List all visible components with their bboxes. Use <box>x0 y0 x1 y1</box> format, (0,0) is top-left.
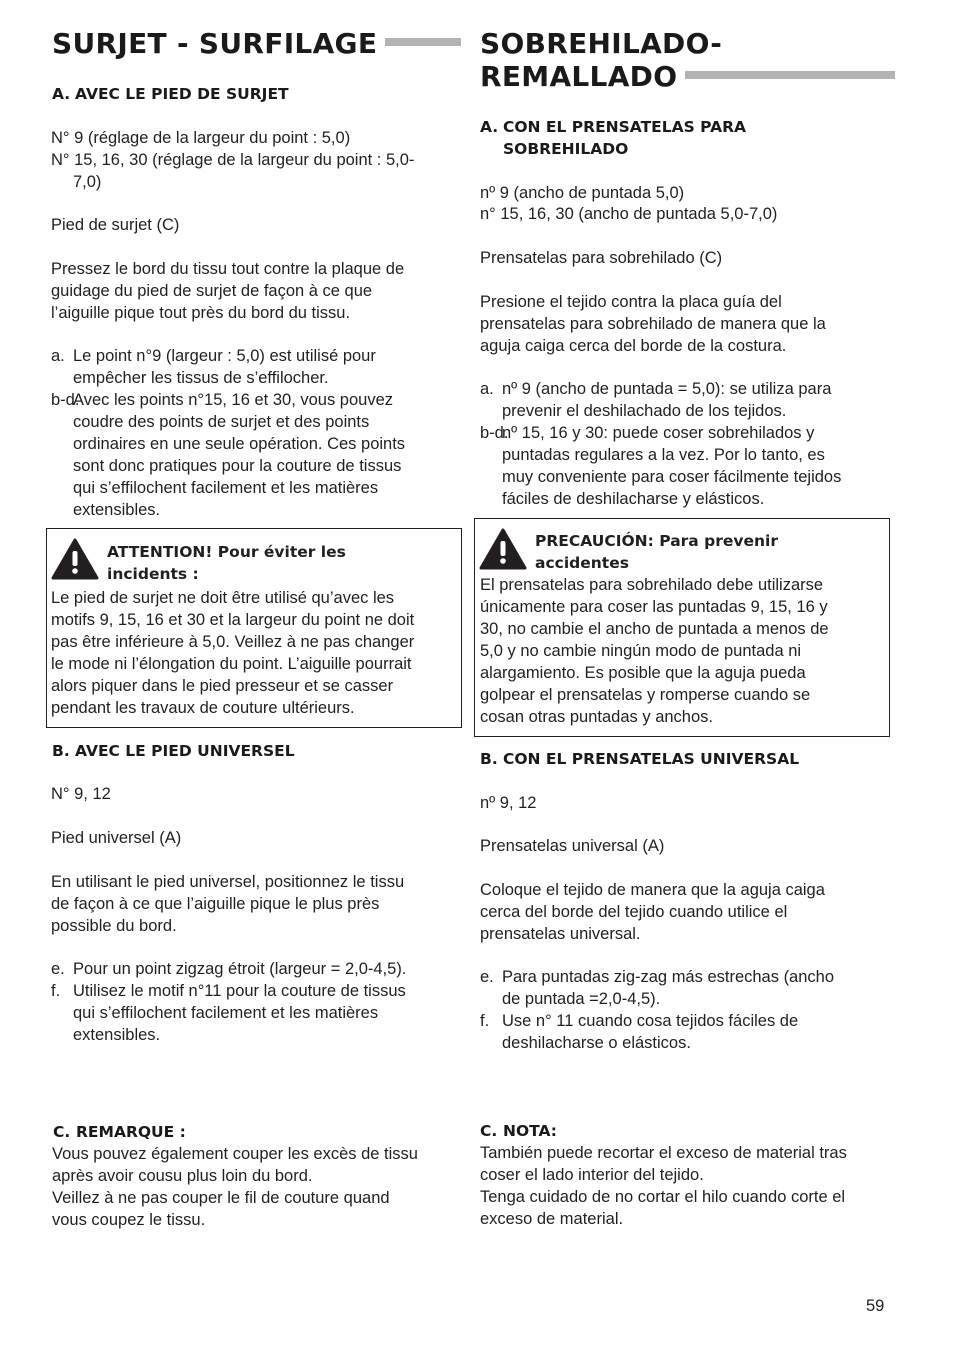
section-a-heading-es: A. CON EL PRENSATELAS PARA SOBREHILADO <box>480 118 747 158</box>
list-item: e. Para puntadas zig-zag más estrechas (ancho de puntada =2,0-4,5). <box>480 968 835 1008</box>
warning-box <box>46 528 462 728</box>
list-item: f. Utilisez le motif n°11 pour la couture de tissus qui s’effilochent facilement et les matières extensibles. <box>51 982 406 1044</box>
note-paragraph: Vous pouvez également couper les excès de tissu après avoir cousu plus loin du bord. Veillez à ne pas couper le fil de couture quand vous coupez le tissu. <box>52 1145 418 1229</box>
title-rule <box>385 38 461 46</box>
section-b-heading-fr: B. AVEC LE PIED UNIVERSEL <box>52 742 295 760</box>
page-title-fr: SURJET - SURFILAGE <box>52 27 461 60</box>
list-item: e. Pour un point zigzag étroit (largeur = 2,0-4,5). <box>51 960 407 978</box>
instruction-paragraph: Presione el tejido contra la placa guía del prensatelas para sobrehilado de manera que la aguja caiga cerca del borde de la costura. <box>480 293 826 355</box>
instruction-paragraph: Coloque el tejido de manera que la aguja caiga cerca del borde del tejido cuando utilice el prensatelas universal. <box>480 881 825 943</box>
page-title-es: REMALLADO <box>480 60 895 93</box>
warning-text: El prensatelas para sobrehilado debe utilizarse únicamente para coser las puntadas 9, 15, 16 y 30, no cambie el ancho de puntada a menos de 5,0 y no cambie ningún modo de puntada ni alargamiento. Es posible que la aguja pueda golpear el prensatelas y romperse cuando se cosan otras puntadas y anchos. <box>480 576 829 726</box>
stitch-numbers: N° 9, 12 <box>51 785 111 803</box>
list-item: a. nº 9 (ancho de puntada = 5,0): se utiliza para prevenir el deshilachado de los tejidos. <box>480 380 832 420</box>
section-c-heading-fr: C. REMARQUE : <box>53 1123 186 1141</box>
warning-heading: ATTENTION! Pour éviter les incidents : <box>107 543 346 583</box>
title-rule <box>685 71 895 79</box>
presser-foot-label: Prensatelas para sobrehilado (C) <box>480 249 723 267</box>
note-paragraph: También puede recortar el exceso de material tras coser el lado interior del tejido. Tenga cuidado de no cortar el hilo cuando corte el exceso de material. <box>480 1144 847 1228</box>
stitch-numbers: 7,0) <box>73 173 102 191</box>
warning-icon <box>51 537 99 581</box>
stitch-numbers: nº 9 (ancho de puntada 5,0) <box>480 184 685 202</box>
stitch-numbers: N° 15, 16, 30 (réglage de la largeur du point : 5,0- <box>51 151 415 169</box>
list-item: b-d. nº 15, 16 y 30: puede coser sobrehilados y puntadas regulares a la vez. Por lo tanto, es muy conveniente para coser fácilmente tejidos fáciles de deshilacharse y elásticos. <box>480 424 842 508</box>
list-item: b-d. Avec les points n°15, 16 et 30, vous pouvez coudre des points de surjet et des points ordinaires en une seule opération. Ces points sont donc pratiques pour la couture de tissus qui s’effilochent facilement et les matières extensibles. <box>51 391 406 519</box>
section-c-heading-es: C. NOTA: <box>480 1122 558 1140</box>
stitch-numbers: N° 9 (réglage de la largeur du point : 5,0) <box>51 129 351 147</box>
page-title-es: SOBREHILADO- <box>480 27 723 60</box>
section-a-heading-fr: A. AVEC LE PIED DE SURJET <box>52 85 289 103</box>
warning-icon <box>479 527 527 571</box>
section-b-heading-es: B. CON EL PRENSATELAS UNIVERSAL <box>480 750 800 768</box>
stitch-numbers: nº 9, 12 <box>480 794 537 812</box>
warning-box <box>474 518 890 737</box>
instruction-paragraph: En utilisant le pied universel, positionnez le tissu de façon à ce que l’aiguille pique le plus près possible du bord. <box>51 873 405 935</box>
warning-heading: PRECAUCIÓN: Para prevenir accidentes <box>535 532 779 572</box>
presser-foot-label: Prensatelas universal (A) <box>480 837 665 855</box>
list-item: f. Use n° 11 cuando cosa tejidos fáciles de deshilacharse o elásticos. <box>480 1012 799 1052</box>
page-number: 59 <box>866 1297 885 1315</box>
instruction-paragraph: Pressez le bord du tissu tout contre la plaque de guidage du pied de surjet de façon à ce que l’aiguille pique tout près du bord du tissu. <box>51 260 405 322</box>
warning-text: Le pied de surjet ne doit être utilisé qu’avec les motifs 9, 15, 16 et 30 et la largeur du point ne doit pas être inférieure à 5,0. Veillez à ne pas changer le mode ni l’élongation du point. L’aiguille pourrait alors piquer dans le pied presseur et se casser pendant les travaux de couture ultérieurs. <box>51 589 415 717</box>
list-item: a. Le point n°9 (largeur : 5,0) est utilisé pour empêcher les tissus de s’effilocher. <box>51 347 376 387</box>
presser-foot-label: Pied universel (A) <box>51 829 182 847</box>
presser-foot-label: Pied de surjet (C) <box>51 216 180 234</box>
stitch-numbers: n° 15, 16, 30 (ancho de puntada 5,0-7,0) <box>480 205 778 223</box>
